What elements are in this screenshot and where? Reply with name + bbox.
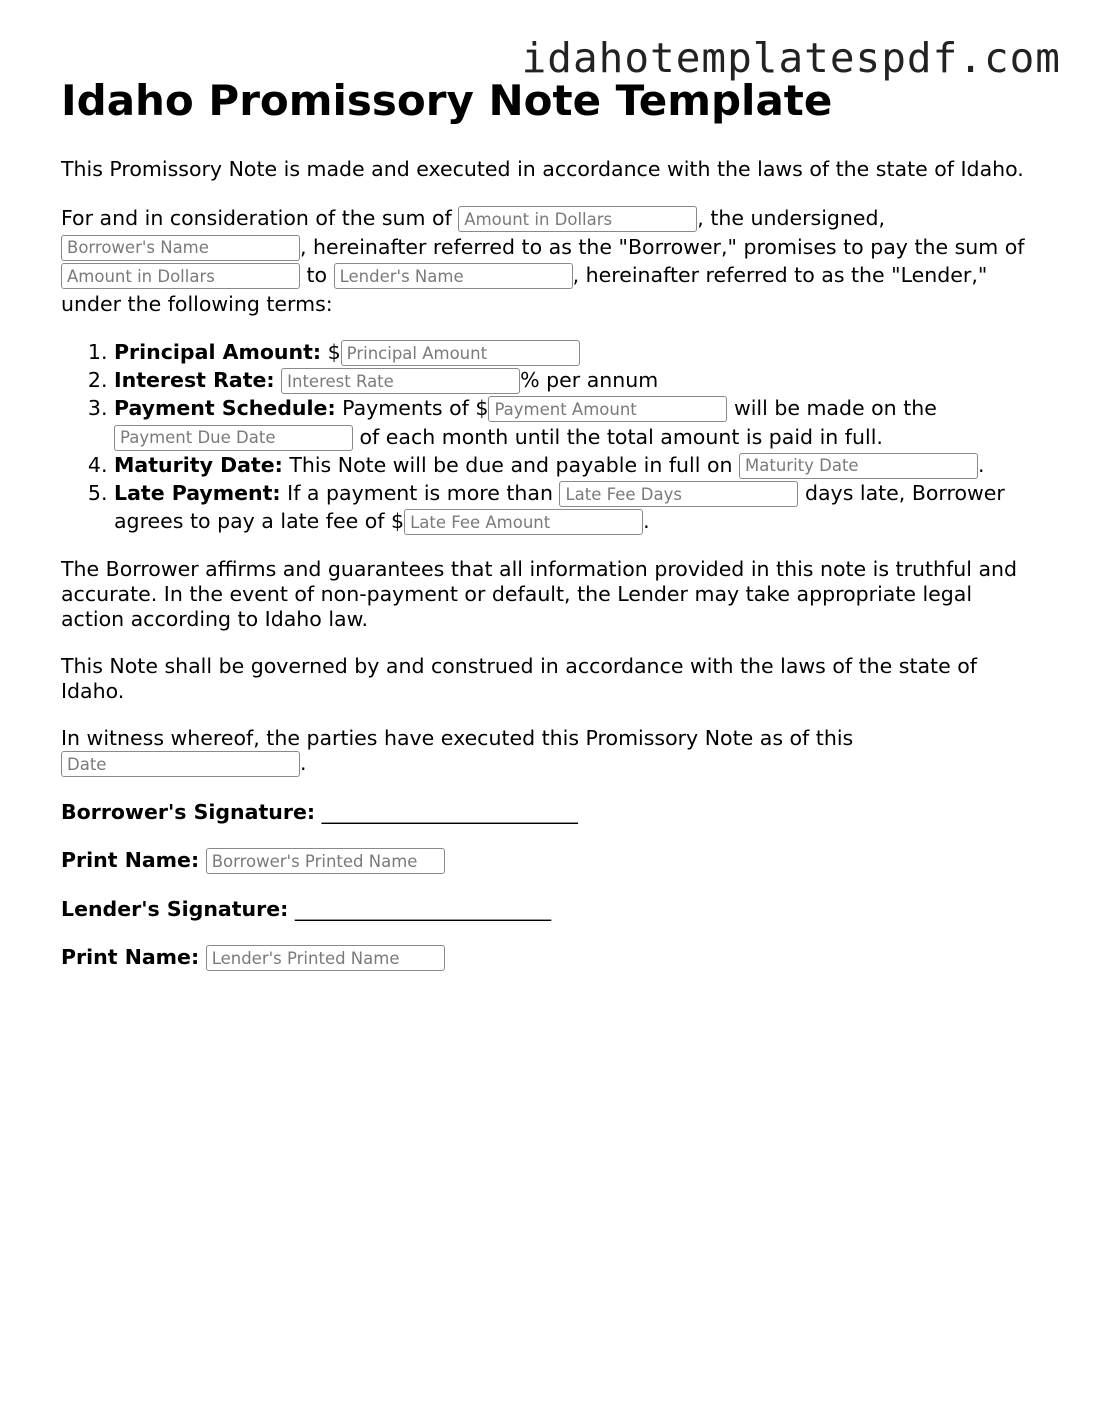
consideration-text-1: For and in consideration of the sum of <box>61 206 459 230</box>
borrower-signature-label: Borrower's Signature: <box>61 800 316 825</box>
schedule-text-2: will be made on the <box>727 396 937 421</box>
governing-law-paragraph: This Note shall be governed by and construed in accordance with the laws of the state of Idaho. <box>61 654 977 704</box>
term-interest <box>114 366 1036 394</box>
amount-in-dollars-field-2[interactable] <box>61 263 300 289</box>
maturity-date-field[interactable] <box>739 453 978 479</box>
lender-signature-line: _________________________ <box>288 897 552 922</box>
late-text-3: . <box>643 509 650 534</box>
lender-signature-label: Lender's Signature: <box>61 897 289 922</box>
late-fee-amount-field[interactable] <box>404 509 643 535</box>
term-late-payment <box>114 479 1036 535</box>
borrower-signature-row <box>61 799 1036 825</box>
consideration-paragraph <box>61 204 1036 318</box>
late-text-1: If a payment is more than <box>280 481 560 506</box>
maturity-text-1: This Note will be due and payable in full on <box>282 452 740 477</box>
schedule-text-1: Payments of $ <box>335 396 489 421</box>
amount-in-dollars-field-1[interactable] <box>458 206 697 232</box>
term-payment-schedule <box>114 394 1036 450</box>
lender-signature-row <box>61 896 1036 922</box>
payment-amount-field[interactable] <box>488 396 727 422</box>
term-maturity <box>114 451 1036 479</box>
consideration-text-2: , the undersigned, <box>697 206 886 230</box>
schedule-label: Payment Schedule: <box>114 396 336 421</box>
witness-end: . <box>300 751 307 776</box>
lender-printed-name-field[interactable] <box>206 945 445 971</box>
late-fee-days-field[interactable] <box>559 481 798 507</box>
document-body <box>61 157 1036 993</box>
site-watermark: idahotemplatespdf.com <box>521 34 1061 82</box>
payment-due-date-field[interactable] <box>114 425 353 451</box>
document-title: Idaho Promissory Note Template <box>61 76 833 125</box>
borrower-name-field[interactable] <box>61 235 300 261</box>
maturity-label: Maturity Date: <box>114 452 283 477</box>
borrower-print-name-row <box>61 847 1036 874</box>
interest-suffix: % per annum <box>520 368 659 393</box>
consideration-text-5: , hereinafter referred to as the "Lender," under the following terms: <box>61 263 988 316</box>
witness-paragraph <box>61 726 1036 777</box>
date-field[interactable] <box>61 751 300 777</box>
lender-print-name-row <box>61 944 1036 971</box>
intro-paragraph: This Promissory Note is made and executed in accordance with the laws of the state of Idaho. <box>61 157 1024 181</box>
late-text-2: days late, Borrower agrees to pay a late fee of $ <box>114 481 1005 534</box>
borrower-signature-line: _________________________ <box>315 800 578 825</box>
print-name-label-borrower: Print Name: <box>61 848 200 873</box>
interest-label: Interest Rate: <box>114 368 275 393</box>
lender-name-field[interactable] <box>334 263 573 289</box>
maturity-text-2: . <box>978 452 985 477</box>
principal-label: Principal Amount: <box>114 340 322 364</box>
principal-prefix: $ <box>321 340 341 364</box>
interest-rate-field[interactable] <box>281 368 520 394</box>
print-name-label-lender: Print Name: <box>61 945 200 970</box>
term-principal <box>114 338 1036 366</box>
late-label: Late Payment: <box>114 481 281 506</box>
affirm-paragraph: The Borrower affirms and guarantees that all information provided in this note is truthful and accurate. In the event of non-payment or default, the Lender may take appropriate legal action according to Idaho law. <box>61 557 1018 632</box>
schedule-text-3: of each month until the total amount is paid in full. <box>353 424 883 449</box>
borrower-printed-name-field[interactable] <box>206 848 445 874</box>
consideration-text-4: to <box>300 263 334 287</box>
principal-amount-field[interactable] <box>341 340 580 366</box>
terms-list <box>61 338 1036 535</box>
consideration-text-3: , hereinafter referred to as the "Borrower," promises to pay the sum of <box>300 234 1025 259</box>
witness-text: In witness whereof, the parties have executed this Promissory Note as of this <box>61 726 854 751</box>
